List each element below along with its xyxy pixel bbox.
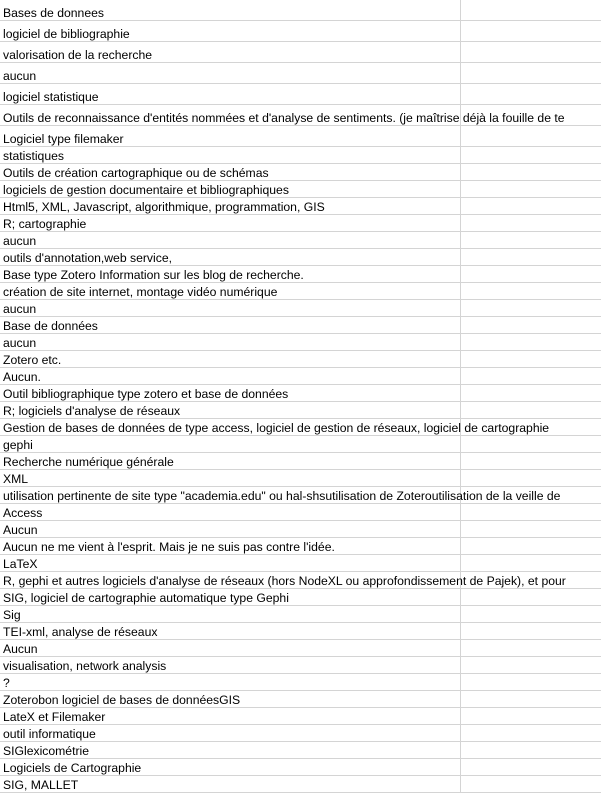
- sheet-row: [0, 283, 601, 300]
- cell-text: création de site internet, montage vidéo numérique: [3, 284, 278, 299]
- cell-column-a[interactable]: [0, 300, 460, 316]
- cell-column-a[interactable]: [0, 215, 460, 231]
- cell-text: Zoterobon logiciel de bases de donnéesGIS: [3, 692, 241, 707]
- cell-text: Access: [3, 505, 43, 520]
- sheet-row: [0, 572, 601, 589]
- cell-column-b[interactable]: [460, 708, 601, 724]
- cell-column-b[interactable]: [460, 215, 601, 231]
- cell-column-b[interactable]: [460, 266, 601, 282]
- cell-text: Aucun: [3, 641, 38, 656]
- cell-column-a[interactable]: [0, 708, 460, 724]
- sheet-row: [0, 385, 601, 402]
- cell-column-b[interactable]: [460, 470, 601, 486]
- cell-column-b[interactable]: [460, 126, 601, 146]
- cell-column-a[interactable]: [0, 232, 460, 248]
- cell-text: ?: [3, 675, 10, 690]
- sheet-row: [0, 351, 601, 368]
- cell-column-b[interactable]: [460, 84, 601, 104]
- sheet-row: [0, 776, 601, 793]
- cell-column-b[interactable]: [460, 317, 601, 333]
- sheet-row: [0, 334, 601, 351]
- cell-column-b[interactable]: [460, 725, 601, 741]
- cell-column-a[interactable]: [0, 674, 460, 690]
- cell-column-a[interactable]: [0, 742, 460, 758]
- sheet-row: [0, 0, 601, 21]
- cell-text: aucun: [3, 68, 37, 83]
- cell-column-a[interactable]: [0, 538, 460, 554]
- cell-column-b[interactable]: [460, 589, 601, 605]
- cell-column-b[interactable]: [460, 436, 601, 452]
- sheet-row: [0, 126, 601, 147]
- cell-column-a[interactable]: [0, 691, 460, 707]
- sheet-row: [0, 470, 601, 487]
- cell-column-a[interactable]: [0, 126, 460, 146]
- cell-column-a[interactable]: [0, 521, 460, 537]
- cell-text: Gestion de bases de données de type access, logiciel de gestion de réseaux, logiciel de cartographie: [3, 420, 550, 435]
- cell-column-a[interactable]: [0, 147, 460, 163]
- cell-text: Outils de reconnaissance d'entités nommées et d'analyse de sentiments. (je maîtrise déjà la fouille de te: [3, 110, 565, 125]
- cell-text: utilisation pertinente de site type "academia.edu" ou hal-shsutilisation de Zoteroutilisation de la veille de: [3, 488, 561, 503]
- sheet-row: [0, 453, 601, 470]
- cell-column-a[interactable]: [0, 453, 460, 469]
- cell-column-a[interactable]: [0, 105, 565, 125]
- cell-column-b[interactable]: [460, 334, 601, 350]
- cell-column-a[interactable]: [0, 623, 460, 639]
- cell-text: logiciel statistique: [3, 89, 99, 104]
- cell-text: Aucun: [3, 522, 38, 537]
- cell-column-a[interactable]: [0, 266, 460, 282]
- sheet-row: [0, 487, 601, 504]
- cell-text: Logiciels de Cartographie: [3, 760, 142, 775]
- cell-column-a[interactable]: [0, 589, 460, 605]
- cell-text: aucun: [3, 301, 37, 316]
- cell-column-a[interactable]: [0, 198, 460, 214]
- cell-column-b[interactable]: [460, 759, 601, 775]
- cell-text: Base de données: [3, 318, 98, 333]
- cell-column-a[interactable]: [0, 776, 460, 792]
- sheet-row: [0, 63, 601, 84]
- sheet-row: [0, 402, 601, 419]
- cell-text: TEI-xml, analyse de réseaux: [3, 624, 158, 639]
- cell-text: gephi: [3, 437, 33, 452]
- cell-text: R; cartographie: [3, 216, 87, 231]
- sheet-row: [0, 725, 601, 742]
- cell-column-b[interactable]: [460, 674, 601, 690]
- sheet-row: [0, 249, 601, 266]
- sheet-row: [0, 589, 601, 606]
- cell-column-a[interactable]: [0, 0, 460, 20]
- cell-column-a[interactable]: [0, 436, 460, 452]
- cell-column-b[interactable]: [460, 504, 601, 520]
- sheet-row: [0, 266, 601, 283]
- cell-column-a[interactable]: [0, 84, 460, 104]
- cell-column-a[interactable]: [0, 402, 460, 418]
- cell-column-b[interactable]: [460, 63, 601, 83]
- cell-column-b[interactable]: [460, 147, 601, 163]
- sheet-row: [0, 300, 601, 317]
- cell-text: valorisation de la recherche: [3, 47, 153, 62]
- sheet-row: [0, 759, 601, 776]
- cell-column-b[interactable]: [460, 657, 601, 673]
- sheet-row: [0, 419, 601, 436]
- cell-column-b[interactable]: [460, 402, 601, 418]
- cell-column-a[interactable]: [0, 606, 460, 622]
- cell-column-a[interactable]: [0, 164, 460, 180]
- cell-column-a[interactable]: [0, 351, 460, 367]
- cell-column-a[interactable]: [0, 317, 460, 333]
- cell-text: Recherche numérique générale: [3, 454, 174, 469]
- sheet-row: [0, 691, 601, 708]
- sheet-row: [0, 640, 601, 657]
- cell-column-a[interactable]: [0, 63, 460, 83]
- cell-text: LaTeX: [3, 556, 38, 571]
- cell-column-b[interactable]: [460, 555, 601, 571]
- sheet-row: [0, 674, 601, 691]
- cell-column-b[interactable]: [460, 640, 601, 656]
- cell-column-b[interactable]: [460, 21, 601, 41]
- cell-column-a[interactable]: [0, 283, 460, 299]
- cell-text: Zotero etc.: [3, 352, 62, 367]
- cell-column-b[interactable]: [460, 606, 601, 622]
- sheet-row: [0, 606, 601, 623]
- cell-text: R, gephi et autres logiciels d'analyse de réseaux (hors NodeXL ou approfondissement de Pajek), et pour: [3, 573, 566, 588]
- cell-column-a[interactable]: [0, 640, 460, 656]
- cell-column-b[interactable]: [460, 283, 601, 299]
- cell-column-a[interactable]: [0, 42, 460, 62]
- cell-column-b[interactable]: [460, 623, 601, 639]
- cell-column-b[interactable]: [460, 691, 601, 707]
- cell-column-b[interactable]: [460, 742, 601, 758]
- sheet-row: [0, 84, 601, 105]
- cell-column-a[interactable]: [0, 487, 561, 503]
- cell-text: SIGlexicométrie: [3, 743, 90, 758]
- sheet-row: [0, 538, 601, 555]
- cell-text: Bases de donnees: [3, 5, 104, 20]
- cell-column-a[interactable]: [0, 368, 460, 384]
- sheet-row: [0, 232, 601, 249]
- cell-column-a[interactable]: [0, 419, 550, 435]
- cell-column-a[interactable]: [0, 21, 460, 41]
- sheet-row: [0, 21, 601, 42]
- cell-text: visualisation, network analysis: [3, 658, 167, 673]
- cell-text: Outils de création cartographique ou de schémas: [3, 165, 269, 180]
- cell-text: Html5, XML, Javascript, algorithmique, programmation, GIS: [3, 199, 325, 214]
- cell-column-b[interactable]: [460, 300, 601, 316]
- cell-text: Logiciel type filemaker: [3, 131, 124, 146]
- sheet-row: [0, 215, 601, 232]
- cell-text: Outil bibliographique type zotero et base de données: [3, 386, 289, 401]
- cell-column-a[interactable]: [0, 470, 460, 486]
- cell-text: R; logiciels d'analyse de réseaux: [3, 403, 181, 418]
- sheet-row: [0, 164, 601, 181]
- cell-text: logiciels de gestion documentaire et bibliographiques: [3, 182, 289, 197]
- cell-column-b[interactable]: [460, 521, 601, 537]
- cell-text: Aucun.: [3, 369, 41, 384]
- cell-column-a[interactable]: [0, 334, 460, 350]
- cell-text: Sig: [3, 607, 21, 622]
- cell-text: SIG, logiciel de cartographie automatique type Gephi: [3, 590, 289, 605]
- cell-column-a[interactable]: [0, 759, 460, 775]
- sheet-row: [0, 623, 601, 640]
- cell-text: XML: [3, 471, 29, 486]
- sheet-row: [0, 105, 601, 126]
- cell-column-b[interactable]: [460, 42, 601, 62]
- sheet-row: [0, 317, 601, 334]
- cell-text: logiciel de bibliographie: [3, 26, 130, 41]
- cell-text: Aucun ne me vient à l'esprit. Mais je ne suis pas contre l'idée.: [3, 539, 335, 554]
- cell-column-a[interactable]: [0, 657, 460, 673]
- cell-column-a[interactable]: [0, 249, 460, 265]
- cell-text: LateX et Filemaker: [3, 709, 106, 724]
- cell-column-a[interactable]: [0, 725, 460, 741]
- cell-column-b[interactable]: [460, 0, 601, 20]
- cell-text: Base type Zotero Information sur les blog de recherche.: [3, 267, 304, 282]
- sheet-row: [0, 504, 601, 521]
- cell-text: aucun: [3, 335, 37, 350]
- cell-column-a[interactable]: [0, 504, 460, 520]
- sheet-row: [0, 708, 601, 725]
- sheet-row: [0, 198, 601, 215]
- cell-column-b[interactable]: [460, 198, 601, 214]
- cell-column-b[interactable]: [460, 368, 601, 384]
- cell-column-b[interactable]: [460, 232, 601, 248]
- cell-column-b[interactable]: [460, 385, 601, 401]
- cell-column-a[interactable]: [0, 555, 460, 571]
- cell-text: outil informatique: [3, 726, 96, 741]
- cell-text: outils d'annotation,web service,: [3, 250, 172, 265]
- cell-text: aucun: [3, 233, 37, 248]
- cell-text: statistiques: [3, 148, 64, 163]
- sheet-row: [0, 521, 601, 538]
- cell-column-b[interactable]: [460, 181, 601, 197]
- cell-column-b[interactable]: [460, 351, 601, 367]
- cell-column-a[interactable]: [0, 572, 566, 588]
- cell-column-b[interactable]: [460, 776, 601, 792]
- sheet-row: [0, 436, 601, 453]
- cell-column-b[interactable]: [460, 249, 601, 265]
- sheet-row: [0, 657, 601, 674]
- sheet-row: [0, 181, 601, 198]
- sheet-row: [0, 42, 601, 63]
- cell-column-b[interactable]: [460, 164, 601, 180]
- sheet-row: [0, 742, 601, 759]
- sheet-row: [0, 147, 601, 164]
- cell-text: SIG, MALLET: [3, 777, 79, 792]
- cell-column-a[interactable]: [0, 385, 460, 401]
- cell-column-b[interactable]: [460, 538, 601, 554]
- cell-column-a[interactable]: [0, 181, 460, 197]
- sheet-row: [0, 555, 601, 572]
- sheet-row: [0, 368, 601, 385]
- cell-column-b[interactable]: [460, 453, 601, 469]
